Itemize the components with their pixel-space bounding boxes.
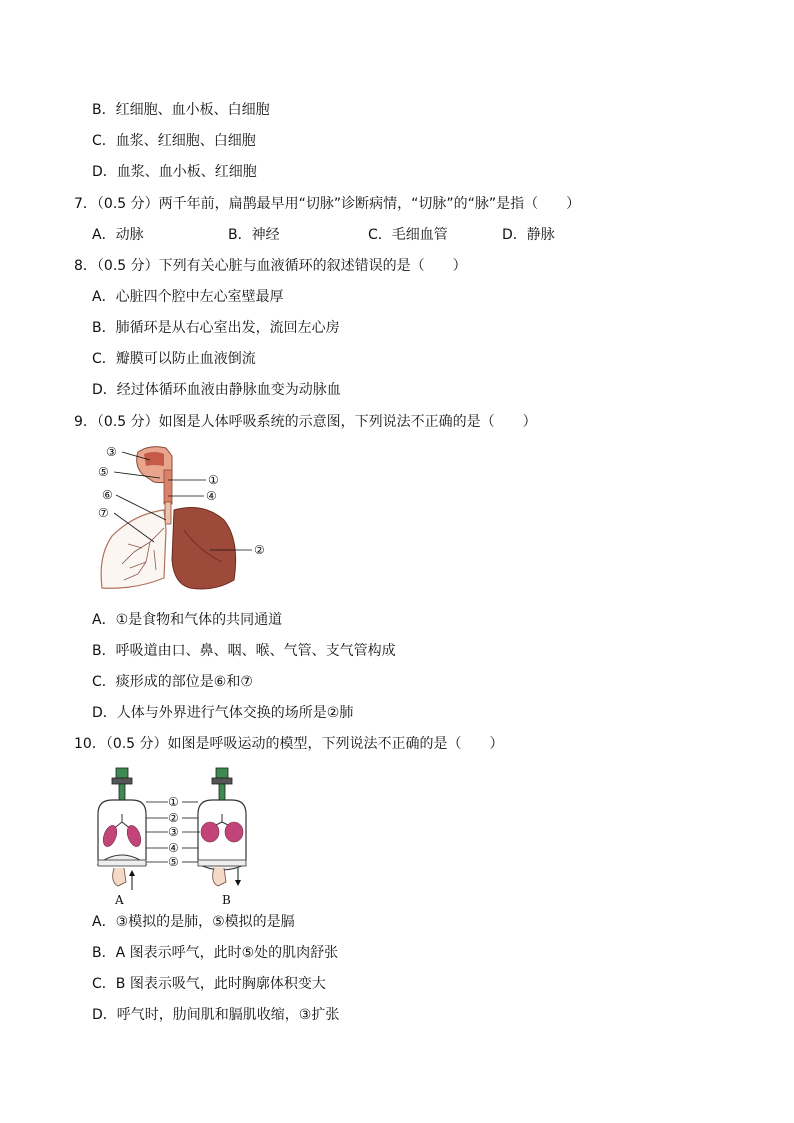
q6-option-b: B．红细胞、血小板、白细胞	[92, 102, 270, 118]
breathing-model-figure	[90, 764, 270, 910]
model-a	[98, 768, 146, 890]
q8-option-a: A．心脏四个腔中左心室壁最厚	[92, 289, 284, 305]
q9-option-d: D．人体与外界进行气体交换的场所是②肺	[92, 705, 354, 721]
q9-stem: 9．（0.5 分）如图是人体呼吸系统的示意图，下列说法不正确的是（ ）	[74, 414, 537, 430]
q7-option-d: D．静脉	[502, 227, 555, 243]
q7-stem: 7．（0.5 分）两千年前，扁鹊最早用“切脉”诊断病情，“切脉”的“脉”是指（ ）	[74, 196, 581, 212]
q9-option-b: B．呼吸道由口、鼻、咽、喉、气管、支气管构成	[92, 643, 396, 659]
q8-stem: 8．（0.5 分）下列有关心脏与血液循环的叙述错误的是（ ）	[74, 258, 467, 274]
label-6: ⑥	[102, 488, 113, 502]
q7-option-b: B．神经	[228, 227, 280, 243]
label-3: ③	[106, 445, 117, 459]
q6-option-c: C．血浆、红细胞、白细胞	[92, 133, 256, 149]
q10-option-a: A．③模拟的是肺，⑤模拟的是膈	[92, 914, 295, 930]
pharynx-shape	[164, 470, 172, 504]
q9-option-c: C．痰形成的部位是⑥和⑦	[92, 674, 253, 690]
left-lung-outline	[101, 510, 166, 588]
caption-a: A	[115, 893, 124, 907]
q7-options	[92, 225, 692, 245]
right-lung-shape	[172, 508, 236, 589]
q8-option-d: D．经过体循环血液由静脉血变为动脉血	[92, 382, 341, 398]
label-5: ⑤	[98, 465, 109, 479]
model-label-1: ①	[168, 795, 179, 809]
q7-option-a: A．动脉	[92, 227, 144, 243]
model-b	[198, 768, 246, 886]
model-label-4: ④	[168, 841, 179, 855]
q7-option-c: C．毛细血管	[368, 227, 448, 243]
model-label-5: ⑤	[168, 855, 179, 869]
label-7: ⑦	[98, 506, 109, 520]
q10-option-c: C．B 图表示吸气，此时胸廓体积变大	[92, 976, 326, 992]
q9-option-a: A．①是食物和气体的共同通道	[92, 612, 283, 628]
caption-b: B	[222, 893, 231, 907]
label-1: ①	[208, 473, 219, 487]
model-label-3: ③	[168, 825, 179, 839]
trachea-shape	[165, 502, 171, 524]
q8-option-c: C．瓣膜可以防止血液倒流	[92, 351, 256, 367]
model-label-2: ②	[168, 811, 179, 825]
q10-option-d: D．呼气时，肋间肌和膈肌收缩，③扩张	[92, 1007, 340, 1023]
q10-stem: 10．（0.5 分）如图是呼吸运动的模型，下列说法不正确的是（ ）	[74, 736, 504, 752]
q8-option-b: B．肺循环是从右心室出发，流回左心房	[92, 320, 340, 336]
label-4: ④	[206, 489, 217, 503]
q10-option-b: B．A 图表示呼气，此时⑤处的肌肉舒张	[92, 945, 339, 961]
respiratory-system-figure	[94, 440, 274, 596]
q6-option-d: D．血浆、血小板、红细胞	[92, 164, 257, 180]
label-2: ②	[254, 543, 265, 557]
